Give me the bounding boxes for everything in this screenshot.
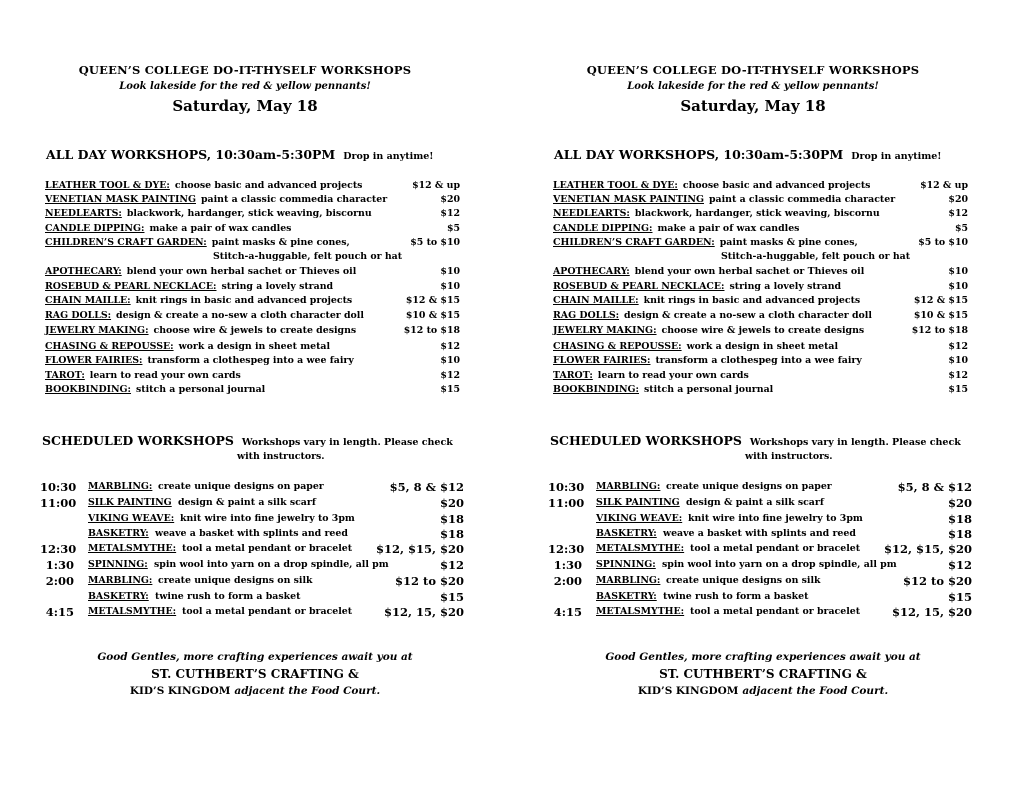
workshop-price: $15 bbox=[947, 590, 972, 604]
children-garden-continued: Stitch-a-huggable, felt pouch or hat bbox=[721, 251, 911, 262]
workshop-name: BASKETRY: bbox=[88, 528, 149, 539]
workshop-price: $12 bbox=[948, 208, 968, 219]
workshop-name: CANDLE DIPPING: bbox=[45, 223, 145, 234]
scheduled-row bbox=[548, 558, 972, 574]
scheduled-row bbox=[40, 542, 464, 558]
scheduled-row bbox=[40, 496, 464, 512]
workshop-price: $12 to $18 bbox=[403, 325, 460, 336]
subtitle: Look lakeside for the red & yellow pennants! bbox=[627, 81, 879, 92]
scheduled-row bbox=[40, 605, 464, 621]
scheduled-note-2: with instructors. bbox=[745, 451, 833, 462]
all-day-row bbox=[45, 384, 460, 398]
workshop-price: $5 to $10 bbox=[918, 237, 968, 248]
all-day-row bbox=[45, 310, 460, 324]
workshop-desc: design & create a no-sew a cloth character doll bbox=[116, 310, 364, 321]
workshop-price: $12, 15, $20 bbox=[383, 605, 464, 619]
all-day-row bbox=[553, 310, 968, 324]
workshop-name: CANDLE DIPPING: bbox=[553, 223, 653, 234]
workshop-time: 11:00 bbox=[40, 496, 77, 510]
workshop-desc: paint a classic commedia character bbox=[200, 194, 388, 205]
workshop-desc: string a lovely strand bbox=[221, 281, 334, 292]
workshop-name: SILK PAINTING bbox=[596, 497, 680, 508]
workshop-price: $12 to $20 bbox=[395, 574, 464, 588]
workshop-name: METALSMYTHE: bbox=[88, 543, 177, 554]
workshop-time: 1:30 bbox=[45, 558, 74, 572]
scheduled-row bbox=[548, 480, 972, 496]
workshop-name: METALSMYTHE: bbox=[88, 606, 177, 617]
workshop-desc: spin wool into yarn on a drop spindle, all pm bbox=[154, 559, 389, 570]
workshop-desc: blend your own herbal sachet or Thieves oil bbox=[634, 266, 865, 277]
workshop-name: CHASING & REPOUSSE: bbox=[45, 341, 174, 352]
workshop-name: RAG DOLLS: bbox=[45, 310, 112, 321]
workshop-desc: design & paint a silk scarf bbox=[686, 497, 824, 508]
all-day-row bbox=[553, 266, 968, 280]
footer-line-2: ST. CUTHBERT’S CRAFTING & bbox=[151, 667, 359, 681]
workshop-name: LEATHER TOOL & DYE: bbox=[553, 180, 678, 191]
workshop-price: $12, $15, $20 bbox=[375, 542, 464, 556]
workshop-price: $18 bbox=[947, 527, 972, 541]
workshop-price: $10 bbox=[948, 266, 968, 277]
event-date: Saturday, May 18 bbox=[172, 97, 318, 115]
scheduled-heading-text: SCHEDULED WORKSHOPS bbox=[42, 433, 234, 448]
all-day-row bbox=[45, 266, 460, 280]
workshop-price: $10 bbox=[948, 281, 968, 292]
workshop-desc: weave a basket with splints and reed bbox=[663, 528, 856, 539]
workshop-name: CHAIN MAILLE: bbox=[553, 295, 639, 306]
workshop-price: $10 bbox=[440, 355, 460, 366]
workshop-desc: spin wool into yarn on a drop spindle, all pm bbox=[662, 559, 897, 570]
all-day-row bbox=[45, 370, 460, 384]
workshop-name: FLOWER FAIRIES: bbox=[45, 355, 143, 366]
workshop-price: $20 bbox=[948, 194, 968, 205]
workshop-price: $20 bbox=[440, 194, 460, 205]
workshop-desc: transform a clothespeg into a wee fairy bbox=[147, 355, 354, 366]
all-day-row bbox=[553, 180, 968, 194]
kids-kingdom: KID’S KINGDOM bbox=[637, 685, 739, 697]
all-day-heading-text: ALL DAY WORKSHOPS, 10:30am-5:30PM bbox=[46, 147, 336, 162]
workshop-desc: learn to read your own cards bbox=[597, 370, 749, 381]
scheduled-row bbox=[548, 590, 972, 606]
workshop-desc: create unique designs on paper bbox=[666, 481, 832, 492]
workshop-price: $5, 8 & $12 bbox=[897, 480, 972, 494]
all-day-row bbox=[553, 370, 968, 384]
workshop-desc: tool a metal pendant or bracelet bbox=[182, 606, 353, 617]
workshop-time: 4:15 bbox=[553, 605, 582, 619]
all-day-row bbox=[553, 355, 968, 369]
workshop-desc: tool a metal pendant or bracelet bbox=[182, 543, 353, 554]
all-day-row bbox=[45, 180, 460, 194]
workshop-price: $12 bbox=[439, 558, 464, 572]
scheduled-row bbox=[40, 480, 464, 496]
workshop-desc: work a design in sheet metal bbox=[178, 341, 331, 352]
workshop-desc: paint a classic commedia character bbox=[708, 194, 896, 205]
children-garden-continued: Stitch-a-huggable, felt pouch or hat bbox=[213, 251, 403, 262]
event-date: Saturday, May 18 bbox=[680, 97, 826, 115]
workshop-desc: make a pair of wax candles bbox=[657, 223, 800, 234]
workshop-name: SPINNING: bbox=[596, 559, 656, 570]
workshop-desc: blackwork, hardanger, stick weaving, biscornu bbox=[126, 208, 372, 219]
workshop-price: $18 bbox=[947, 512, 972, 526]
workshop-price: $12 bbox=[947, 558, 972, 572]
workshop-desc: blend your own herbal sachet or Thieves oil bbox=[126, 266, 357, 277]
workshop-time: 4:15 bbox=[45, 605, 74, 619]
workshop-name: VIKING WEAVE: bbox=[596, 513, 683, 524]
scheduled-row bbox=[548, 574, 972, 590]
subtitle: Look lakeside for the red & yellow pennants! bbox=[119, 81, 371, 92]
workshop-time: 12:30 bbox=[40, 542, 77, 556]
workshop-price: $15 bbox=[440, 384, 460, 395]
workshop-time: 1:30 bbox=[553, 558, 582, 572]
workshop-price: $12 & up bbox=[920, 180, 968, 191]
workshop-desc: twine rush to form a basket bbox=[663, 591, 809, 602]
workshop-name: CHAIN MAILLE: bbox=[45, 295, 131, 306]
footer-line-1: Good Gentles, more crafting experiences await you at bbox=[605, 651, 921, 663]
page-title: QUEEN’S COLLEGE DO-IT-THYSELF WORKSHOPS bbox=[78, 63, 412, 77]
workshop-desc: choose basic and advanced projects bbox=[174, 180, 363, 191]
workshop-price: $5 bbox=[954, 223, 968, 234]
workshop-desc: stitch a personal journal bbox=[644, 384, 774, 395]
all-day-row bbox=[45, 223, 460, 237]
workshop-time: 2:00 bbox=[553, 574, 582, 588]
all-day-row bbox=[553, 295, 968, 309]
workshop-price: $5 bbox=[446, 223, 460, 234]
workshop-price: $12, $15, $20 bbox=[883, 542, 972, 556]
workshop-time: 10:30 bbox=[548, 480, 585, 494]
workshop-desc: knit rings in basic and advanced projects bbox=[643, 295, 861, 306]
workshop-price: $10 & $15 bbox=[913, 310, 968, 321]
workshop-name: ROSEBUD & PEARL NECKLACE: bbox=[553, 281, 725, 292]
workshop-price: $12 & $15 bbox=[913, 295, 968, 306]
all-day-heading-text: ALL DAY WORKSHOPS, 10:30am-5:30PM bbox=[554, 147, 844, 162]
all-day-row bbox=[553, 281, 968, 295]
scheduled-row bbox=[40, 574, 464, 590]
footer-line-3-rest: adjacent the Food Court. bbox=[742, 685, 889, 697]
workshop-name: SPINNING: bbox=[88, 559, 148, 570]
workshop-desc: choose wire & jewels to create designs bbox=[661, 325, 865, 336]
all-day-row bbox=[45, 194, 460, 208]
scheduled-note-2: with instructors. bbox=[237, 451, 325, 462]
workshop-name: VENETIAN MASK PAINTING bbox=[45, 194, 196, 205]
workshop-desc: knit wire into fine jewelry to 3pm bbox=[688, 513, 863, 524]
workshop-name: MARBLING: bbox=[596, 481, 661, 492]
workshop-time: 11:00 bbox=[548, 496, 585, 510]
workshop-price: $5, 8 & $12 bbox=[389, 480, 464, 494]
scheduled-row bbox=[548, 496, 972, 512]
all-day-row bbox=[45, 281, 460, 295]
workshop-name: APOTHECARY: bbox=[45, 266, 122, 277]
workshop-desc: design & create a no-sew a cloth character doll bbox=[624, 310, 872, 321]
workshop-desc: string a lovely strand bbox=[729, 281, 842, 292]
workshop-desc: stitch a personal journal bbox=[136, 384, 266, 395]
workshop-time: 12:30 bbox=[548, 542, 585, 556]
workshop-desc: learn to read your own cards bbox=[89, 370, 241, 381]
workshop-name: BOOKBINDING: bbox=[45, 384, 132, 395]
all-day-row bbox=[45, 341, 460, 355]
workshop-desc: blackwork, hardanger, stick weaving, biscornu bbox=[634, 208, 880, 219]
workshop-name: METALSMYTHE: bbox=[596, 543, 685, 554]
page-title: QUEEN’S COLLEGE DO-IT-THYSELF WORKSHOPS bbox=[586, 63, 920, 77]
workshop-desc: tool a metal pendant or bracelet bbox=[690, 543, 861, 554]
workshop-desc: create unique designs on silk bbox=[666, 575, 821, 586]
workshop-price: $15 bbox=[948, 384, 968, 395]
workshop-name: CHASING & REPOUSSE: bbox=[553, 341, 682, 352]
scheduled-row bbox=[548, 542, 972, 558]
workshop-name: NEEDLEARTS: bbox=[45, 208, 122, 219]
workshop-name: CHILDREN’S CRAFT GARDEN: bbox=[45, 237, 207, 248]
workshop-price: $12 to $20 bbox=[903, 574, 972, 588]
workshop-name: TAROT: bbox=[553, 370, 593, 381]
workshop-desc: create unique designs on silk bbox=[158, 575, 313, 586]
workshop-name: TAROT: bbox=[45, 370, 85, 381]
workshop-desc: choose basic and advanced projects bbox=[682, 180, 871, 191]
workshop-price: $18 bbox=[439, 527, 464, 541]
workshop-name: LEATHER TOOL & DYE: bbox=[45, 180, 170, 191]
workshop-price: $12, 15, $20 bbox=[891, 605, 972, 619]
workshop-desc: create unique designs on paper bbox=[158, 481, 324, 492]
scheduled-heading-text: SCHEDULED WORKSHOPS bbox=[550, 433, 742, 448]
workshop-desc: transform a clothespeg into a wee fairy bbox=[655, 355, 862, 366]
scheduled-row bbox=[40, 590, 464, 606]
workshop-desc: paint masks & pine cones, bbox=[211, 237, 350, 248]
workshop-name: MARBLING: bbox=[596, 575, 661, 586]
workshop-price: $12 bbox=[948, 341, 968, 352]
all-day-row bbox=[553, 208, 968, 222]
workshop-name: METALSMYTHE: bbox=[596, 606, 685, 617]
workshop-desc: twine rush to form a basket bbox=[155, 591, 301, 602]
workshop-name: VENETIAN MASK PAINTING bbox=[553, 194, 704, 205]
scheduled-row bbox=[548, 512, 972, 528]
workshop-desc: tool a metal pendant or bracelet bbox=[690, 606, 861, 617]
scheduled-row bbox=[548, 527, 972, 543]
workshop-price: $15 bbox=[439, 590, 464, 604]
all-day-row bbox=[553, 237, 968, 251]
workshop-price: $18 bbox=[439, 512, 464, 526]
workshop-desc: paint masks & pine cones, bbox=[719, 237, 858, 248]
workshop-name: APOTHECARY: bbox=[553, 266, 630, 277]
workshop-time: 2:00 bbox=[45, 574, 74, 588]
workshop-desc: design & paint a silk scarf bbox=[178, 497, 316, 508]
workshop-name: JEWELRY MAKING: bbox=[553, 325, 657, 336]
footer-line-3 bbox=[533, 685, 993, 697]
workshop-price: $20 bbox=[439, 496, 464, 510]
workshop-name: RAG DOLLS: bbox=[553, 310, 620, 321]
workshop-price: $12 & $15 bbox=[405, 295, 460, 306]
workshop-desc: choose wire & jewels to create designs bbox=[153, 325, 357, 336]
all-day-row bbox=[553, 325, 968, 339]
workshop-time: 10:30 bbox=[40, 480, 77, 494]
workshop-name: BASKETRY: bbox=[596, 528, 657, 539]
all-day-row bbox=[553, 194, 968, 208]
workshop-name: JEWELRY MAKING: bbox=[45, 325, 149, 336]
workshop-price: $10 bbox=[440, 281, 460, 292]
workshop-name: VIKING WEAVE: bbox=[88, 513, 175, 524]
workshop-name: FLOWER FAIRIES: bbox=[553, 355, 651, 366]
workshop-price: $5 to $10 bbox=[410, 237, 460, 248]
footer-line-1: Good Gentles, more crafting experiences await you at bbox=[97, 651, 413, 663]
workshop-price: $10 bbox=[948, 355, 968, 366]
all-day-note: Drop in anytime! bbox=[851, 151, 942, 162]
scheduled-row bbox=[40, 558, 464, 574]
footer-line-3 bbox=[25, 685, 485, 697]
scheduled-row bbox=[40, 512, 464, 528]
workshop-name: BOOKBINDING: bbox=[553, 384, 640, 395]
workshop-name: SILK PAINTING bbox=[88, 497, 172, 508]
all-day-row bbox=[45, 355, 460, 369]
workshop-price: $12 & up bbox=[412, 180, 460, 191]
all-day-row bbox=[45, 325, 460, 339]
all-day-row bbox=[45, 237, 460, 251]
all-day-row bbox=[553, 223, 968, 237]
footer-line-2: ST. CUTHBERT’S CRAFTING & bbox=[659, 667, 867, 681]
workshop-name: BASKETRY: bbox=[88, 591, 149, 602]
workshop-price: $10 bbox=[440, 266, 460, 277]
workshop-price: $12 bbox=[440, 341, 460, 352]
workshop-desc: make a pair of wax candles bbox=[149, 223, 292, 234]
workshop-price: $12 bbox=[440, 208, 460, 219]
all-day-row bbox=[45, 295, 460, 309]
scheduled-note: Workshops vary in length. Please check bbox=[749, 437, 961, 448]
all-day-heading bbox=[554, 147, 941, 162]
workshop-desc: knit rings in basic and advanced projects bbox=[135, 295, 353, 306]
flyer-right bbox=[508, 0, 1018, 788]
scheduled-row bbox=[40, 527, 464, 543]
workshop-name: MARBLING: bbox=[88, 481, 153, 492]
scheduled-note: Workshops vary in length. Please check bbox=[241, 437, 453, 448]
all-day-heading bbox=[46, 147, 433, 162]
workshop-price: $10 & $15 bbox=[405, 310, 460, 321]
scheduled-row bbox=[548, 605, 972, 621]
workshop-name: CHILDREN’S CRAFT GARDEN: bbox=[553, 237, 715, 248]
footer-line-3-rest: adjacent the Food Court. bbox=[234, 685, 381, 697]
workshop-name: BASKETRY: bbox=[596, 591, 657, 602]
all-day-row bbox=[45, 208, 460, 222]
scheduled-heading bbox=[550, 433, 961, 448]
workshop-price: $12 bbox=[440, 370, 460, 381]
all-day-note: Drop in anytime! bbox=[343, 151, 434, 162]
workshop-price: $12 bbox=[948, 370, 968, 381]
workshop-name: ROSEBUD & PEARL NECKLACE: bbox=[45, 281, 217, 292]
all-day-row bbox=[553, 341, 968, 355]
scheduled-heading bbox=[42, 433, 453, 448]
kids-kingdom: KID’S KINGDOM bbox=[129, 685, 231, 697]
workshop-desc: weave a basket with splints and reed bbox=[155, 528, 348, 539]
workshop-name: NEEDLEARTS: bbox=[553, 208, 630, 219]
workshop-desc: knit wire into fine jewelry to 3pm bbox=[180, 513, 355, 524]
workshop-name: MARBLING: bbox=[88, 575, 153, 586]
workshop-desc: work a design in sheet metal bbox=[686, 341, 839, 352]
workshop-price: $20 bbox=[947, 496, 972, 510]
all-day-row bbox=[553, 384, 968, 398]
workshop-price: $12 to $18 bbox=[911, 325, 968, 336]
